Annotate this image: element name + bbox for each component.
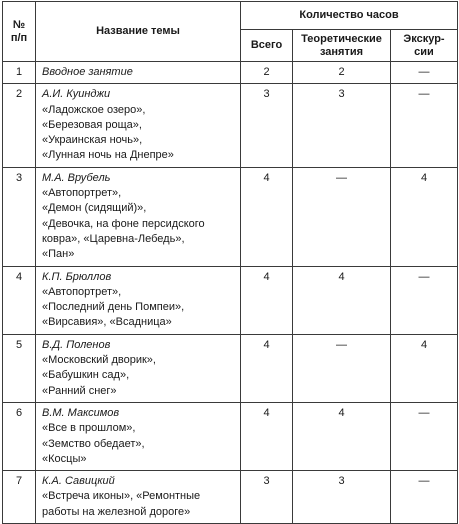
hours-theory: 4 bbox=[293, 266, 391, 334]
topic-title: В.М. Максимов bbox=[42, 406, 120, 419]
topic-title: В.Д. Поленов bbox=[42, 338, 111, 351]
artwork-line: «Демон (сидящий)», bbox=[42, 202, 147, 215]
hours-theory: — bbox=[293, 167, 391, 266]
artwork-line: «Ладожское озеро», bbox=[42, 103, 146, 116]
table-row bbox=[3, 402, 458, 470]
hours-excursions: — bbox=[391, 84, 458, 167]
hours-theory: — bbox=[293, 334, 391, 402]
topic-title: К.П. Брюллов bbox=[42, 270, 112, 283]
row-topic bbox=[36, 402, 241, 470]
artwork-line: ковра», «Царевна-Лебедь», bbox=[42, 232, 185, 245]
artwork-line: «Московский дворик», bbox=[42, 354, 156, 367]
artwork-line: «Украинская ночь», bbox=[42, 134, 143, 147]
artwork-line: «Лунная ночь на Днепре» bbox=[42, 149, 174, 162]
table-row bbox=[3, 62, 458, 84]
header-topic: Название темы bbox=[36, 2, 241, 62]
table-row bbox=[3, 334, 458, 402]
hours-total: 3 bbox=[241, 84, 293, 167]
header-theory: Теоретические занятия bbox=[293, 30, 391, 62]
hours-excursions: — bbox=[391, 62, 458, 84]
row-number: 7 bbox=[3, 471, 36, 524]
artwork-line: «Встреча иконы», «Ремонтные bbox=[42, 490, 201, 503]
hours-excursions: — bbox=[391, 402, 458, 470]
hours-theory: 3 bbox=[293, 471, 391, 524]
artwork-line: «Бабушкин сад», bbox=[42, 369, 130, 382]
row-topic bbox=[36, 266, 241, 334]
row-number: 5 bbox=[3, 334, 36, 402]
artwork-line: работы на железной дороге» bbox=[42, 505, 191, 518]
row-topic bbox=[36, 471, 241, 524]
header-excursions: Экскур- сии bbox=[391, 30, 458, 62]
hours-total: 4 bbox=[241, 334, 293, 402]
hours-theory: 4 bbox=[293, 402, 391, 470]
hours-excursions: — bbox=[391, 471, 458, 524]
hours-total: 4 bbox=[241, 266, 293, 334]
header-total: Всего bbox=[241, 30, 293, 62]
row-number: 3 bbox=[3, 167, 36, 266]
hours-total: 3 bbox=[241, 471, 293, 524]
hours-theory: 3 bbox=[293, 84, 391, 167]
hours-excursions: 4 bbox=[391, 334, 458, 402]
artwork-line: «Все в прошлом», bbox=[42, 422, 136, 435]
topic-title: Вводное занятие bbox=[42, 66, 133, 78]
artwork-line: «Косцы» bbox=[42, 452, 87, 465]
artwork-line: «Вирсавия», «Всадница» bbox=[42, 316, 172, 329]
header-num: № п/п bbox=[3, 2, 36, 62]
row-number: 4 bbox=[3, 266, 36, 334]
topic-title: М.А. Врубель bbox=[42, 171, 111, 184]
topics-table bbox=[2, 1, 458, 524]
row-number: 1 bbox=[3, 62, 36, 84]
row-number: 6 bbox=[3, 402, 36, 470]
table-row bbox=[3, 471, 458, 524]
hours-total: 4 bbox=[241, 167, 293, 266]
artwork-line: «Последний день Помпеи», bbox=[42, 301, 185, 314]
artwork-line: «Березовая роща», bbox=[42, 118, 142, 131]
hours-excursions: 4 bbox=[391, 167, 458, 266]
table-row bbox=[3, 167, 458, 266]
artwork-line: «Пан» bbox=[42, 248, 75, 261]
row-number: 2 bbox=[3, 84, 36, 167]
row-topic bbox=[36, 167, 241, 266]
artwork-line: «Автопортрет», bbox=[42, 187, 122, 200]
table-row bbox=[3, 84, 458, 167]
row-topic bbox=[36, 62, 241, 84]
hours-total: 2 bbox=[241, 62, 293, 84]
artwork-line: «Девочка, на фоне персидского bbox=[42, 217, 205, 230]
row-topic bbox=[36, 334, 241, 402]
artwork-line: «Земство обедает», bbox=[42, 437, 145, 450]
table-row bbox=[3, 266, 458, 334]
hours-total: 4 bbox=[241, 402, 293, 470]
hours-theory: 2 bbox=[293, 62, 391, 84]
topic-title: А.И. Куинджи bbox=[42, 88, 111, 101]
topic-title: К.А. Савицкий bbox=[42, 475, 115, 488]
row-topic bbox=[36, 84, 241, 167]
artwork-line: «Автопортрет», bbox=[42, 285, 122, 298]
artwork-line: «Ранний снег» bbox=[42, 384, 117, 397]
header-hours: Количество часов bbox=[241, 2, 458, 30]
hours-excursions: — bbox=[391, 266, 458, 334]
